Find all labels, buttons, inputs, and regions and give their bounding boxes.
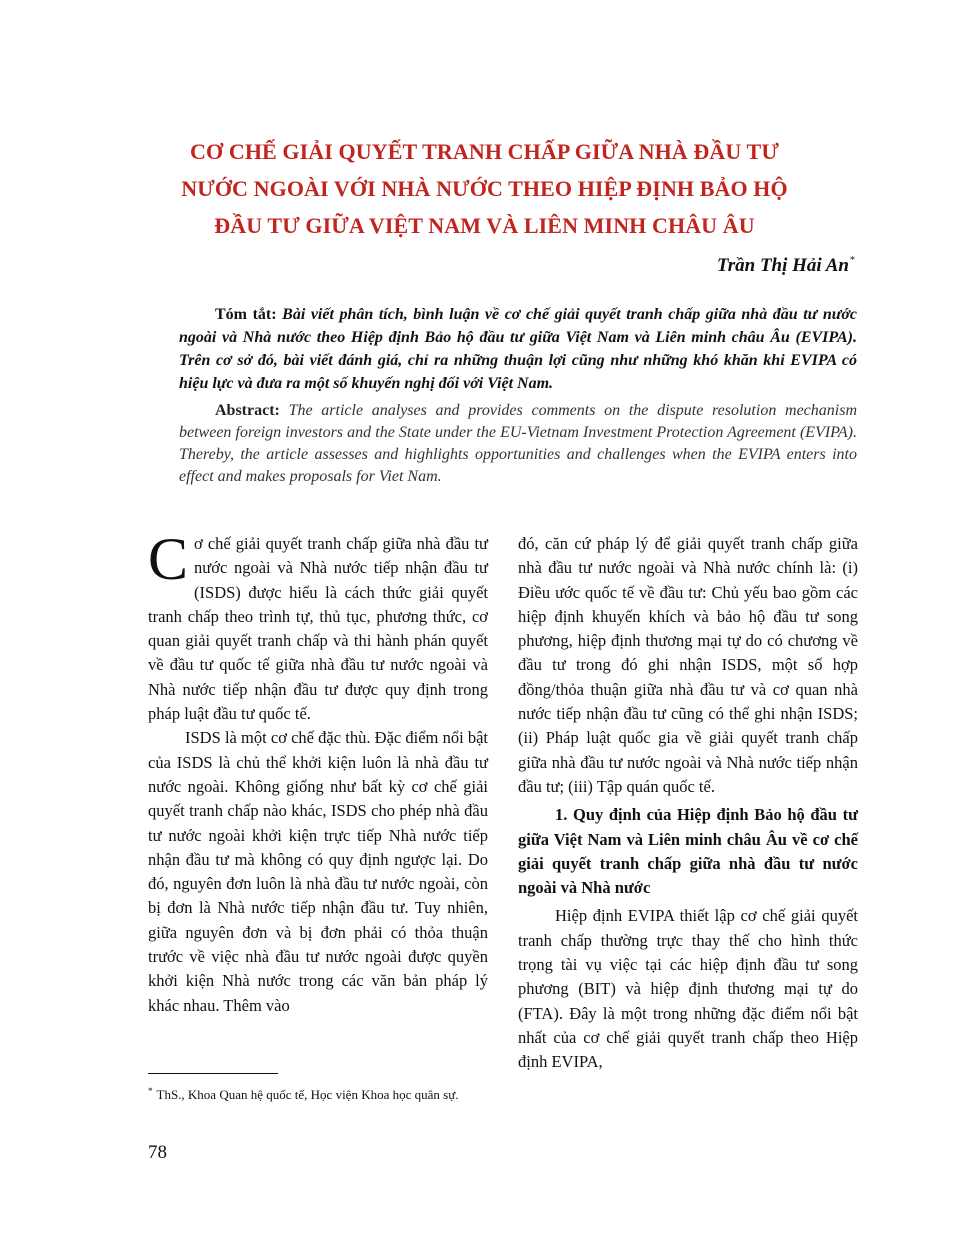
english-abstract — [179, 400, 857, 488]
article-title — [100, 133, 869, 244]
abstract-label: Abstract: — [215, 402, 280, 419]
left-paragraph-1-text: ơ chế giải quyết tranh chấp giữa nhà đầu tư nước ngoài và Nhà nước tiếp nhận đầu tư (ISDS) được hiểu là cách thức giải quyết tranh chấp theo trình tự, thủ tục, phương thức, cơ quan giải quyết tranh chấp và thi hành phán quyết về đầu tư quốc tế giữa nhà đầu tư nước ngoài và Nhà nước tiếp nhận đầu tư được quy định trong pháp luật đầu tư quốc tế. — [148, 534, 488, 724]
footnote — [148, 1082, 488, 1104]
page-number: 78 — [148, 1142, 167, 1163]
title-line-2: NƯỚC NGOÀI VỚI NHÀ NƯỚC THEO HIỆP ĐỊNH BẢO HỘ — [181, 176, 788, 201]
author-footnote-marker: * — [850, 255, 855, 266]
footnote-divider — [148, 1073, 278, 1074]
right-paragraph-1: đó, căn cứ pháp lý để giải quyết tranh chấp giữa nhà đầu tư nước ngoài và Nhà nước chính là: (i) Điều ước quốc tế về đầu tư: Chủ yếu bao gồm các hiệp định khuyến khích và bảo hộ đầu tư song phương, hiệp định thương mại tự do có chương về đầu tư trong đó ghi nhận ISDS, một số hợp đồng/thỏa thuận giữa nhà đầu tư và cơ quan nhà nước tiếp nhận đầu tư cũng có thể ghi nhận ISDS; (ii) Pháp luật quốc gia về giải quyết tranh chấp giữa nhà đầu tư nước ngoài và Nhà nước tiếp nhận đầu tư; (iii) Tập quán quốc tế. — [518, 534, 858, 796]
title-line-3: ĐẦU TƯ GIỮA VIỆT NAM VÀ LIÊN MINH CHÂU ÂU — [214, 213, 755, 238]
author-name: Trần Thị Hải An — [716, 255, 849, 276]
footnote-marker: * — [148, 1086, 153, 1096]
title-line-1: CƠ CHẾ GIẢI QUYẾT TRANH CHẤP GIỮA NHÀ ĐẦU TƯ — [190, 139, 779, 164]
left-paragraph-1 — [148, 526, 488, 726]
left-column — [148, 526, 488, 1018]
vietnamese-summary — [179, 303, 857, 395]
left-paragraph-2: ISDS là một cơ chế đặc thù. Đặc điểm nổi bật của ISDS là chủ thể khởi kiện luôn là nhà đầu tư nước ngoài. Không giống như bất kỳ cơ chế giải quyết tranh chấp nào khác, ISDS cho phép nhà đầu tư nước ngoài khởi kiện trực tiếp Nhà nước tiếp nhận đầu tư mà không có quy định ngược lại. Do đó, nguyên đơn luôn là nhà đầu tư nước ngoài, còn bị đơn là Nhà nước tiếp nhận đầu tư. Tuy nhiên, giữa nguyên đơn và bị đơn phải có thỏa thuận trước về việc nhà đầu tư nước ngoài được quyền khởi kiện Nhà nước trong các văn bản pháp lý khác nhau. Thêm vào — [148, 728, 488, 1015]
drop-cap: C — [148, 526, 189, 592]
author — [717, 255, 855, 277]
footnote-text: ThS., Khoa Quan hệ quốc tế, Học viện Khoa học quân sự. — [156, 1087, 459, 1102]
abstract-text: The article analyses and provides comments on the dispute resolution mechanism between foreign investors and the State under the EU-Vietnam Investment Protection Agreement (EVIPA). Thereby, the article assesses and highlights opportunities and challenges when the EVIPA enters into effect and makes proposals for Viet Nam. — [179, 402, 858, 485]
section-heading: 1. Quy định của Hiệp định Bảo hộ đầu tư giữa Việt Nam và Liên minh châu Âu về cơ chế giải quyết tranh chấp giữa nhà đầu tư nước ngoài và Nhà nước — [518, 805, 858, 898]
summary-label: Tóm tắt: — [215, 306, 277, 323]
right-paragraph-2: Hiệp định EVIPA thiết lập cơ chế giải quyết tranh chấp thường trực thay thế cho hình thức trọng tài vụ việc tại các hiệp định đầu tư song phương (BIT) và hiệp định thương mại tự do (FTA). Đây là một trong những đặc điểm nổi bật nhất của cơ chế giải quyết tranh chấp theo Hiệp định EVIPA, — [518, 906, 858, 1072]
right-column — [518, 532, 858, 1075]
summary-text: Bài viết phân tích, bình luận về cơ chế giải quyết tranh chấp giữa nhà đầu tư nước ngoài và Nhà nước theo Hiệp định Bảo hộ đầu tư giữa Việt Nam và Liên minh châu Âu (EVIPA). Trên cơ sở đó, bài viết đánh giá, chỉ ra những thuận lợi cũng như những khó khăn khi EVIPA có hiệu lực và đưa ra một số khuyến nghị đối với Việt Nam. — [179, 306, 858, 392]
